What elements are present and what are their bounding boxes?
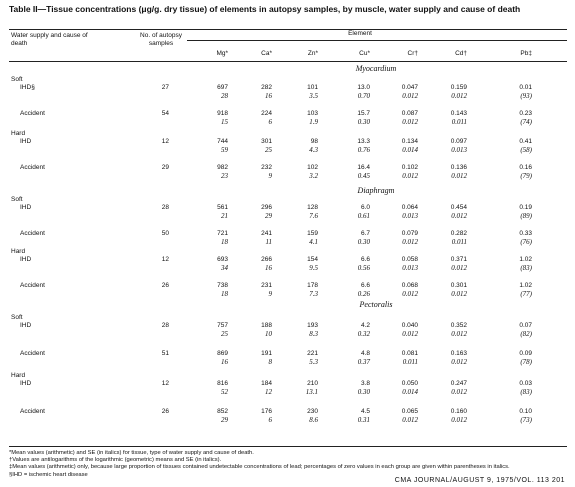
mean-value: 0.23 [519, 110, 532, 117]
water-supply-label: Soft [11, 314, 23, 321]
se-value: (79) [520, 172, 532, 180]
se-value: 59 [221, 146, 228, 154]
se-value: 0.012 [451, 264, 467, 272]
mean-value: 0.352 [450, 322, 467, 329]
mean-value: 231 [261, 282, 272, 289]
column-header: Cd† [455, 50, 467, 57]
mean-value: 159 [307, 230, 318, 237]
se-value: 25 [265, 146, 272, 154]
footnote: †Values are antilogarithms of the logarithmic (geometric) means and SE (in italics). [9, 457, 222, 463]
mean-value: 4.8 [360, 350, 370, 357]
element-rule [187, 40, 567, 41]
se-value: 1.9 [309, 118, 318, 126]
mean-value: 0.163 [450, 350, 467, 357]
mean-value: 103 [307, 110, 318, 117]
mean-value: 6.7 [360, 230, 370, 237]
se-value: 8 [268, 358, 272, 366]
se-value: 52 [221, 388, 228, 396]
se-value: 29 [221, 416, 228, 424]
se-value: 0.45 [357, 172, 370, 180]
se-value: 3.5 [309, 92, 318, 100]
se-value: 12 [265, 388, 272, 396]
mean-value: 230 [307, 408, 318, 415]
se-value: (83) [520, 264, 532, 272]
se-value: 0.26 [357, 290, 370, 298]
cause-label: IHD§ [20, 84, 35, 91]
se-value: 29 [265, 212, 272, 220]
mean-value: 4.2 [360, 322, 370, 329]
mean-value: 0.064 [401, 204, 418, 211]
se-value: 18 [221, 238, 228, 246]
se-value: 11 [265, 238, 272, 246]
cause-label: IHD [20, 204, 32, 211]
mean-value: 0.087 [401, 110, 418, 117]
se-value: 0.012 [451, 172, 467, 180]
mean-value: 188 [261, 322, 272, 329]
se-value: 16 [265, 92, 272, 100]
header-element: Element [348, 30, 372, 37]
mean-value: 13.3 [357, 138, 370, 145]
se-value: 28 [221, 92, 228, 100]
mean-value: 178 [307, 282, 318, 289]
se-value: 0.013 [451, 146, 467, 154]
footnote: §IHD = ischemic heart disease [9, 472, 88, 478]
mean-value: 0.33 [519, 230, 532, 237]
mean-value: 1.02 [519, 282, 532, 289]
se-value: 0.012 [451, 330, 467, 338]
water-supply-label: Hard [11, 248, 26, 255]
se-value: 23 [221, 172, 228, 180]
mean-value: 0.065 [401, 408, 418, 415]
mean-value: 6.6 [360, 282, 370, 289]
se-value: 0.012 [451, 92, 467, 100]
se-value: 0.012 [402, 416, 418, 424]
mean-value: 869 [217, 350, 228, 357]
se-value: 0.32 [357, 330, 370, 338]
mean-value: 744 [217, 138, 228, 145]
mean-value: 0.01 [519, 84, 532, 91]
sample-count: 12 [161, 380, 169, 387]
se-value: 0.30 [357, 238, 370, 246]
mean-value: 0.143 [450, 110, 467, 117]
se-value: 21 [221, 212, 228, 220]
sample-count: 54 [161, 110, 169, 117]
se-value: 7.6 [309, 212, 318, 220]
se-value: 25 [221, 330, 228, 338]
se-value: (82) [520, 330, 532, 338]
cause-label: Accident [20, 110, 45, 117]
se-value: (76) [520, 238, 532, 246]
mean-value: 6.6 [360, 256, 370, 263]
se-value: 0.56 [357, 264, 370, 272]
mean-value: 0.301 [450, 282, 467, 289]
se-value: (83) [520, 388, 532, 396]
mean-value: 918 [217, 110, 228, 117]
mean-value: 0.047 [401, 84, 418, 91]
mean-value: 128 [307, 204, 318, 211]
se-value: 8.3 [309, 330, 318, 338]
mean-value: 16.4 [357, 164, 370, 171]
se-value: (58) [520, 146, 532, 154]
mean-value: 0.41 [519, 138, 532, 145]
top-rule [9, 29, 567, 30]
mean-value: 0.454 [450, 204, 467, 211]
mean-value: 0.03 [519, 380, 532, 387]
mean-value: 0.102 [401, 164, 418, 171]
se-value: 13.1 [305, 388, 318, 396]
header-samples: No. of autopsy samples [140, 32, 182, 47]
se-value: 34 [221, 264, 228, 272]
se-value: 0.76 [357, 146, 370, 154]
sample-count: 12 [161, 256, 169, 263]
se-value: 8.6 [309, 416, 318, 424]
header-water-supply: Water supply and cause of death [11, 32, 88, 47]
se-value: 16 [221, 358, 228, 366]
mean-value: 0.079 [401, 230, 418, 237]
mean-value: 0.134 [401, 138, 418, 145]
mean-value: 0.160 [450, 408, 467, 415]
mean-value: 0.050 [401, 380, 418, 387]
se-value: 16 [265, 264, 272, 272]
bottom-rule [9, 446, 567, 447]
se-value: 6 [268, 416, 272, 424]
cause-label: Accident [20, 230, 45, 237]
mean-value: 1.02 [519, 256, 532, 263]
se-value: 0.61 [357, 212, 370, 220]
se-value: 0.011 [451, 238, 467, 246]
mean-value: 176 [261, 408, 272, 415]
se-value: 0.013 [402, 212, 418, 220]
sample-count: 28 [161, 322, 169, 329]
se-value: 6 [268, 118, 272, 126]
mean-value: 296 [261, 204, 272, 211]
mean-value: 241 [261, 230, 272, 237]
mean-value: 0.040 [401, 322, 418, 329]
mean-value: 697 [217, 84, 228, 91]
se-value: 0.37 [357, 358, 370, 366]
mean-value: 154 [307, 256, 318, 263]
se-value: 7.3 [309, 290, 318, 298]
sample-count: 29 [161, 164, 169, 171]
footnote: ‡Mean values (arithmetic) only, because large proportion of tissues contained undetectable concentrations of lead; percentages of zero values in each group are given within parentheses in italics. [9, 464, 510, 470]
se-value: 9.5 [309, 264, 318, 272]
mean-value: 852 [217, 408, 228, 415]
water-supply-label: Hard [11, 372, 26, 379]
column-header: Cr† [407, 50, 418, 57]
se-value: (78) [520, 358, 532, 366]
cause-label: Accident [20, 164, 45, 171]
mean-value: 13.0 [357, 84, 370, 91]
cause-label: Accident [20, 408, 45, 415]
mean-value: 0.09 [519, 350, 532, 357]
se-value: (89) [520, 212, 532, 220]
sample-count: 50 [161, 230, 169, 237]
mean-value: 282 [261, 84, 272, 91]
mean-value: 210 [307, 380, 318, 387]
mean-value: 0.081 [401, 350, 418, 357]
mean-value: 266 [261, 256, 272, 263]
mean-value: 0.19 [519, 204, 532, 211]
se-value: 0.70 [357, 92, 370, 100]
mean-value: 0.136 [450, 164, 467, 171]
sample-count: 27 [161, 84, 169, 91]
journal-footer: CMA JOURNAL/AUGUST 9, 1975/VOL. 113 201 [394, 477, 565, 484]
mean-value: 15.7 [357, 110, 370, 117]
column-header: Zn* [307, 50, 318, 57]
se-value: 15 [221, 118, 228, 126]
cause-label: IHD [20, 256, 32, 263]
mean-value: 721 [217, 230, 228, 237]
se-value: 3.2 [309, 172, 318, 180]
se-value: 0.011 [402, 358, 418, 366]
mean-value: 232 [261, 164, 272, 171]
footnote: *Mean values (arithmetic) and SE (in italics) for tissue, type of water supply and cause of death. [9, 450, 254, 456]
sample-count: 51 [161, 350, 169, 357]
section-heading: Diaphragm [357, 186, 395, 195]
mean-value: 224 [261, 110, 272, 117]
se-value: 10 [265, 330, 272, 338]
se-value: 0.012 [451, 416, 467, 424]
se-value: 0.013 [402, 264, 418, 272]
column-header: Ca* [261, 50, 272, 57]
cause-label: IHD [20, 322, 32, 329]
sample-count: 28 [161, 204, 169, 211]
se-value: 18 [221, 290, 228, 298]
mean-value: 816 [217, 380, 228, 387]
water-supply-label: Soft [11, 196, 23, 203]
se-value: 9 [268, 172, 272, 180]
mean-value: 4.5 [360, 408, 370, 415]
se-value: 0.012 [402, 290, 418, 298]
mean-value: 0.068 [401, 282, 418, 289]
mean-value: 193 [307, 322, 318, 329]
se-value: 4.3 [309, 146, 318, 154]
sample-count: 26 [161, 282, 169, 289]
table-title: Table II—Tissue concentrations (μg/g. dry tissue) of elements in autopsy samples, by muscle, water supply and cause of death [9, 4, 521, 14]
mean-value: 982 [217, 164, 228, 171]
section-heading: Myocardium [355, 64, 397, 73]
mean-value: 98 [310, 138, 318, 145]
column-header: Mg* [216, 50, 228, 57]
se-value: 0.012 [402, 118, 418, 126]
mean-value: 0.058 [401, 256, 418, 263]
mean-value: 102 [307, 164, 318, 171]
se-value: 4.1 [309, 238, 318, 246]
column-header: Pb‡ [520, 50, 532, 57]
mean-value: 101 [307, 84, 318, 91]
se-value: 0.012 [451, 290, 467, 298]
cause-label: IHD [20, 138, 32, 145]
se-value: 0.014 [402, 146, 418, 154]
water-supply-label: Soft [11, 76, 23, 83]
mean-value: 191 [261, 350, 272, 357]
se-value: 0.014 [402, 388, 418, 396]
mean-value: 0.282 [450, 230, 467, 237]
se-value: 0.012 [451, 388, 467, 396]
mean-value: 0.097 [450, 138, 467, 145]
section-heading: Pectoralis [359, 300, 393, 309]
se-value: 0.011 [451, 118, 467, 126]
mean-value: 0.10 [519, 408, 532, 415]
mean-value: 0.07 [519, 322, 532, 329]
mean-value: 6.0 [360, 204, 370, 211]
cause-label: Accident [20, 350, 45, 357]
cause-label: IHD [20, 380, 32, 387]
column-header: Cu* [359, 50, 370, 57]
mean-value: 0.16 [519, 164, 532, 171]
se-value: (77) [520, 290, 532, 298]
se-value: 0.30 [357, 388, 370, 396]
se-value: 0.012 [402, 238, 418, 246]
se-value: (73) [520, 416, 532, 424]
se-value: 0.012 [451, 212, 467, 220]
mean-value: 184 [261, 380, 272, 387]
water-supply-label: Hard [11, 130, 26, 137]
cause-label: Accident [20, 282, 45, 289]
se-value: 0.30 [357, 118, 370, 126]
mean-value: 221 [307, 350, 318, 357]
se-value: 5.3 [309, 358, 318, 366]
se-value: (93) [520, 92, 532, 100]
mean-value: 0.371 [450, 256, 467, 263]
sample-count: 26 [161, 408, 169, 415]
se-value: 9 [268, 290, 272, 298]
header-rule [9, 61, 567, 62]
mean-value: 301 [261, 138, 272, 145]
mean-value: 3.8 [360, 380, 370, 387]
se-value: 0.012 [402, 330, 418, 338]
mean-value: 0.247 [450, 380, 467, 387]
se-value: 0.012 [451, 358, 467, 366]
mean-value: 738 [217, 282, 228, 289]
mean-value: 0.159 [450, 84, 467, 91]
sample-count: 12 [161, 138, 169, 145]
mean-value: 561 [217, 204, 228, 211]
se-value: (74) [520, 118, 532, 126]
se-value: 0.31 [357, 416, 370, 424]
se-value: 0.012 [402, 172, 418, 180]
se-value: 0.012 [402, 92, 418, 100]
mean-value: 757 [217, 322, 228, 329]
mean-value: 693 [217, 256, 228, 263]
